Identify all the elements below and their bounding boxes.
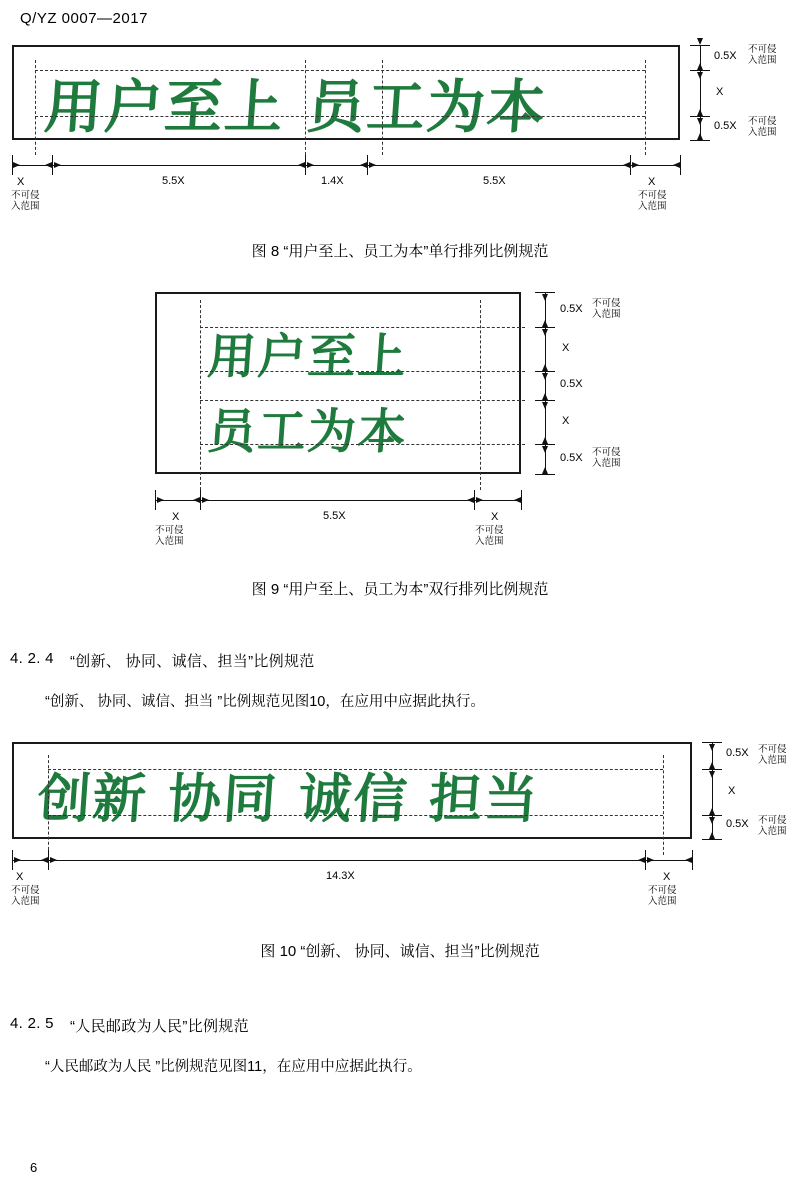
figure-10-arrow-u-1	[709, 762, 715, 769]
figure-10-htick-3	[645, 850, 646, 870]
section-4-2-5-number: 4. 2. 5	[10, 1015, 54, 1032]
figure-9-vdim-label-4: X	[562, 415, 570, 427]
figure-9-caption: 图 9 “用户至上、员工为本”双行排列比例规范	[251, 581, 549, 598]
figure-8-vdim-note-1: 不可侵 入范围	[748, 44, 777, 66]
figure-9-hdim-note-3: 不可侵 入范围	[475, 525, 504, 547]
figure-9-arrow-u-2	[542, 364, 548, 371]
figure-10-vdim-label-3: 0.5X	[726, 818, 749, 830]
figure-9-hdim-label-2: 5.5X	[323, 510, 346, 522]
figure-8-arrow-up-3	[697, 133, 703, 140]
figure-10-harrow-l-3	[685, 857, 692, 863]
figure-8-hdim-note-5: 不可侵 入范围	[638, 190, 667, 212]
figure-10-arrow-d-3	[709, 817, 715, 824]
figure-10-harrow-r-3	[647, 857, 654, 863]
figure-10-vtick-4	[702, 839, 722, 840]
figure-10-harrow-r-2	[50, 857, 57, 863]
figure-10-caption: 图 10 “创新、 协同、诚信、担当”比例规范	[260, 943, 540, 960]
figure-10-htick-4	[692, 850, 693, 870]
figure-8-slogan: 用户至上 员工为本	[42, 73, 550, 141]
figure-9-htick-3	[474, 490, 475, 510]
figure-8-vdim-label-1: 0.5X	[714, 50, 737, 62]
figure-10-vdim-axis	[712, 742, 713, 839]
figure-8-guide-right	[645, 60, 646, 155]
figure-8-harrow-r-2	[54, 162, 61, 168]
figure-8-hdim-axis	[12, 165, 680, 166]
figure-9-vdim-note-1: 不可侵 入范围	[592, 298, 621, 320]
figure-8-guide-mid2	[305, 60, 306, 155]
figure-9-htick-1	[155, 490, 156, 510]
figure-8-htick-5	[630, 155, 631, 175]
figure-9-vtick-2	[535, 327, 555, 328]
figure-10-hdim-axis	[12, 860, 692, 861]
figure-8-hdim-label-3: 1.4X	[321, 175, 344, 187]
figure-10-guide-bottom	[48, 815, 663, 816]
figure-10-harrow-r-1	[14, 857, 21, 863]
figure-8-guide-top	[35, 70, 645, 71]
figure-9-vtick-4	[535, 400, 555, 401]
figure-8-arrow-up-1	[697, 63, 703, 70]
figure-8-harrow-l-2	[298, 162, 305, 168]
figure-8-harrow-l-3	[360, 162, 367, 168]
figure-10-vdim-label-1: 0.5X	[726, 747, 749, 759]
page-header: Q/YZ 0007—2017	[20, 10, 148, 27]
figure-9-slogan-line2: 员工为本	[205, 404, 410, 460]
figure-9-guide-3	[200, 400, 525, 401]
figure-10-vtick-3	[702, 815, 722, 816]
figure-10-harrow-l-1	[41, 857, 48, 863]
figure-8-hdim-label-5: X	[648, 176, 656, 188]
figure-8-hdim-note-1: 不可侵 入范围	[11, 190, 40, 212]
figure-9-arrow-d-3	[542, 373, 548, 380]
figure-9-hdim-label-3: X	[491, 511, 499, 523]
figure-10-hdim-label-3: X	[663, 871, 671, 883]
figure-9-arrow-u-5	[542, 467, 548, 474]
figure-8-guide-mid1	[382, 60, 383, 155]
figure-9-harrow-r-3	[476, 497, 483, 503]
figure-9-htick-4	[521, 490, 522, 510]
figure-10-guide-right	[663, 755, 664, 855]
figure-8-vtick-1	[690, 45, 710, 46]
figure-9-harrow-l-1	[193, 497, 200, 503]
figure-8-vdim-axis	[700, 45, 701, 140]
figure-8-hdim-label-1: X	[17, 176, 25, 188]
section-4-2-4-title: “创新、 协同、诚信、担当”比例规范	[70, 653, 315, 670]
figure-9-guide-2	[200, 371, 525, 372]
figure-9-arrow-d-1	[542, 294, 548, 301]
figure-10-hdim-label-1: X	[16, 871, 24, 883]
figure-8-vdim-label-3: 0.5X	[714, 120, 737, 132]
figure-9-guide-4	[200, 444, 525, 445]
figure-9-slogan-line1: 用户至上	[205, 329, 410, 385]
figure-9-harrow-l-2	[467, 497, 474, 503]
figure-8-vtick-3	[690, 116, 710, 117]
figure-9-arrow-u-3	[542, 393, 548, 400]
figure-9-harrow-l-3	[514, 497, 521, 503]
figure-8-harrow-l-1	[45, 162, 52, 168]
figure-10-htick-1	[12, 850, 13, 870]
figure-8-arrow-down-1	[697, 38, 703, 45]
figure-8-guide-bottom	[35, 116, 645, 117]
figure-9-arrow-d-2	[542, 329, 548, 336]
page-number: 6	[30, 1160, 38, 1175]
figure-8-vtick-2	[690, 70, 710, 71]
figure-10-hdim-note-1: 不可侵 入范围	[11, 885, 40, 907]
figure-8-hdim-label-4: 5.5X	[483, 175, 506, 187]
figure-8-harrow-l-4	[623, 162, 630, 168]
figure-8-vdim-label-2: X	[716, 86, 724, 98]
section-4-2-5-title: “人民邮政为人民”比例规范	[70, 1018, 249, 1035]
figure-9-vtick-3	[535, 371, 555, 372]
figure-9-vtick-5	[535, 444, 555, 445]
figure-9-hdim-note-1: 不可侵 入范围	[155, 525, 184, 547]
figure-8-harrow-r-4	[369, 162, 376, 168]
figure-10-htick-2	[48, 850, 49, 870]
section-4-2-5-body: “人民邮政为人民 ”比例规范见图11，在应用中应据此执行。	[45, 1059, 422, 1075]
figure-8-htick-2	[52, 155, 53, 175]
figure-10-hdim-note-3: 不可侵 入范围	[648, 885, 677, 907]
figure-8-guide-left	[35, 60, 36, 155]
figure-9-vdim-label-3: 0.5X	[560, 378, 583, 390]
figure-10-vtick-2	[702, 769, 722, 770]
figure-9-htick-2	[200, 490, 201, 510]
figure-9-vtick-6	[535, 474, 555, 475]
figure-8-harrow-r-1	[13, 162, 20, 168]
figure-9-arrow-u-4	[542, 437, 548, 444]
figure-9-harrow-r-1	[157, 497, 164, 503]
figure-10-vdim-note-1: 不可侵 入范围	[758, 744, 787, 766]
figure-8-htick-3	[305, 155, 306, 175]
figure-10-arrow-u-2	[709, 808, 715, 815]
section-4-2-4-body: “创新、 协同、诚信、担当 ”比例规范见图10，在应用中应据此执行。	[45, 694, 485, 710]
figure-10-harrow-l-2	[638, 857, 645, 863]
figure-8-htick-4	[367, 155, 368, 175]
figure-9-vdim-label-1: 0.5X	[560, 303, 583, 315]
figure-10-vtick-1	[702, 742, 722, 743]
figure-8-arrow-down-3	[697, 118, 703, 125]
figure-9-harrow-r-2	[202, 497, 209, 503]
figure-9-vtick-1	[535, 292, 555, 293]
figure-8-hdim-label-2: 5.5X	[162, 175, 185, 187]
figure-9-arrow-u-1	[542, 320, 548, 327]
figure-10-guide-top	[48, 769, 663, 770]
figure-9-guide-left	[200, 300, 201, 490]
figure-10-vdim-label-2: X	[728, 785, 736, 797]
figure-10-arrow-d-1	[709, 744, 715, 751]
figure-8-harrow-l-5	[673, 162, 680, 168]
figure-8-harrow-r-3	[307, 162, 314, 168]
figure-10-hdim-label-2: 14.3X	[326, 870, 355, 882]
figure-8-arrow-down-2	[697, 72, 703, 79]
figure-10-guide-left	[48, 755, 49, 855]
figure-10-arrow-d-2	[709, 771, 715, 778]
figure-10-slogan: 创新 协同 诚信 担当	[35, 768, 542, 830]
figure-8-vdim-note-3: 不可侵 入范围	[748, 116, 777, 138]
figure-8-htick-6	[680, 155, 681, 175]
figure-9-vdim-label-5: 0.5X	[560, 452, 583, 464]
section-4-2-4-number: 4. 2. 4	[10, 650, 54, 667]
figure-9-guide-1	[200, 327, 525, 328]
figure-10-vdim-note-3: 不可侵 入范围	[758, 815, 787, 837]
figure-8-caption: 图 8 “用户至上、员工为本”单行排列比例规范	[251, 243, 549, 260]
figure-8-vtick-4	[690, 140, 710, 141]
figure-9-hdim-label-1: X	[172, 511, 180, 523]
figure-9-vdim-note-5: 不可侵 入范围	[592, 447, 621, 469]
figure-8-harrow-r-5	[632, 162, 639, 168]
figure-10-arrow-u-3	[709, 832, 715, 839]
figure-8-arrow-up-2	[697, 109, 703, 116]
figure-9-arrow-d-5	[542, 446, 548, 453]
figure-9-vdim-label-2: X	[562, 342, 570, 354]
figure-9-arrow-d-4	[542, 402, 548, 409]
figure-9-guide-right	[480, 300, 481, 490]
